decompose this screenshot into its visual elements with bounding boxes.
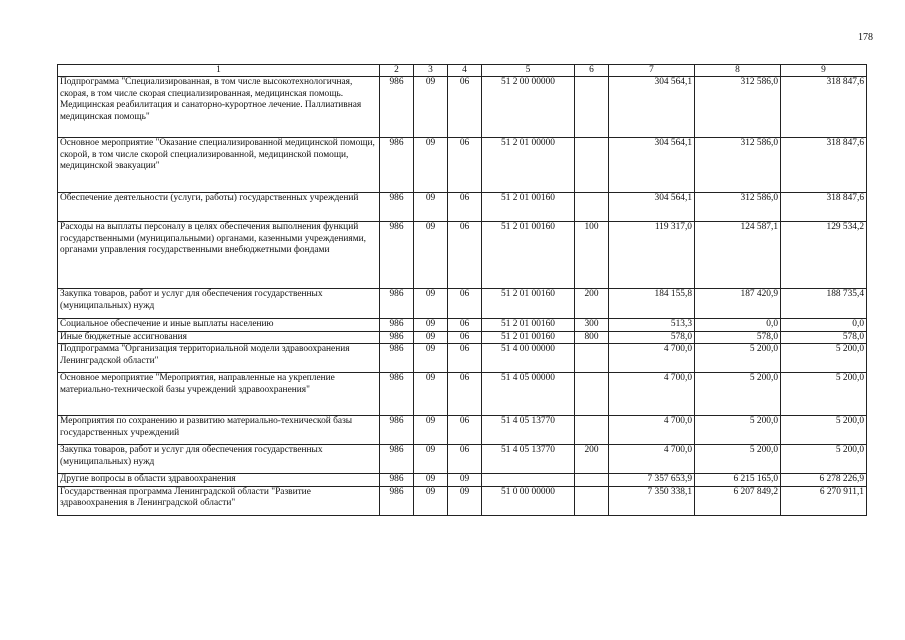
- cell-amount-col9: 129 534,2: [781, 222, 867, 289]
- column-header: 9: [781, 65, 867, 77]
- cell-target-article: 51 2 00 00000: [482, 77, 575, 138]
- cell-ministry: 986: [380, 193, 414, 222]
- cell-ministry: 986: [380, 77, 414, 138]
- column-header: 7: [609, 65, 695, 77]
- cell-ministry: 986: [380, 138, 414, 193]
- column-header: 3: [414, 65, 448, 77]
- table-row: [58, 222, 867, 289]
- cell-subsection: 06: [448, 222, 482, 289]
- cell-target-article: 51 2 01 00160: [482, 319, 575, 332]
- cell-expense-type: [575, 486, 609, 515]
- cell-expense-type: [575, 193, 609, 222]
- cell-ministry: 986: [380, 344, 414, 373]
- cell-subsection: 06: [448, 138, 482, 193]
- cell-ministry: 986: [380, 289, 414, 319]
- cell-amount-col9: 318 847,6: [781, 138, 867, 193]
- cell-target-article: 51 4 05 00000: [482, 373, 575, 416]
- cell-section: 09: [414, 138, 448, 193]
- cell-amount-col8: 5 200,0: [695, 445, 781, 474]
- cell-amount-col9: 5 200,0: [781, 416, 867, 445]
- row-name: Другие вопросы в области здравоохранения: [58, 474, 380, 487]
- page-number: 178: [858, 32, 873, 43]
- cell-expense-type: 200: [575, 445, 609, 474]
- row-name: Иные бюджетные ассигнования: [58, 331, 380, 344]
- cell-ministry: 986: [380, 486, 414, 515]
- cell-target-article: 51 4 00 00000: [482, 344, 575, 373]
- cell-amount-col9: 5 200,0: [781, 344, 867, 373]
- cell-target-article: 51 2 01 00000: [482, 138, 575, 193]
- cell-amount-col7: 119 317,0: [609, 222, 695, 289]
- cell-amount-col8: 187 420,9: [695, 289, 781, 319]
- row-name: Мероприятия по сохранению и развитию материально-технической базы государственных учреждений: [58, 416, 380, 445]
- cell-subsection: 09: [448, 474, 482, 487]
- row-name: Закупка товаров, работ и услуг для обеспечения государственных (муниципальных) нужд: [58, 289, 380, 319]
- row-name: Подпрограмма "Специализированная, в том числе высокотехнологичная, скорая, в том числе скорая специализированная, медицинская помощь. Медицинская реабилитация и санаторно-курортное лечение. Паллиативная медицинская помощь": [58, 77, 380, 138]
- cell-section: 09: [414, 416, 448, 445]
- cell-amount-col7: 4 700,0: [609, 373, 695, 416]
- cell-amount-col8: 124 587,1: [695, 222, 781, 289]
- cell-target-article: 51 4 05 13770: [482, 445, 575, 474]
- table-row: [58, 416, 867, 445]
- cell-expense-type: [575, 474, 609, 487]
- cell-amount-col7: 184 155,8: [609, 289, 695, 319]
- cell-subsection: 06: [448, 193, 482, 222]
- budget-table: [57, 64, 867, 516]
- cell-amount-col8: 312 586,0: [695, 77, 781, 138]
- cell-ministry: 986: [380, 222, 414, 289]
- cell-amount-col8: 6 215 165,0: [695, 474, 781, 487]
- table-row: [58, 331, 867, 344]
- cell-amount-col9: 318 847,6: [781, 77, 867, 138]
- cell-target-article: [482, 474, 575, 487]
- cell-subsection: 06: [448, 289, 482, 319]
- column-header: 4: [448, 65, 482, 77]
- cell-subsection: 06: [448, 373, 482, 416]
- table-row: [58, 486, 867, 515]
- cell-amount-col7: 4 700,0: [609, 445, 695, 474]
- cell-section: 09: [414, 445, 448, 474]
- cell-section: 09: [414, 474, 448, 487]
- cell-amount-col9: 188 735,4: [781, 289, 867, 319]
- column-header: 5: [482, 65, 575, 77]
- table-row: [58, 193, 867, 222]
- row-name: Социальное обеспечение и иные выплаты населению: [58, 319, 380, 332]
- cell-amount-col9: 5 200,0: [781, 373, 867, 416]
- table-row: [58, 445, 867, 474]
- table-row: [58, 474, 867, 487]
- row-name: Основное мероприятие "Мероприятия, направленные на укрепление материально-технической базы учреждений здравоохранения": [58, 373, 380, 416]
- cell-target-article: 51 2 01 00160: [482, 331, 575, 344]
- cell-ministry: 986: [380, 331, 414, 344]
- cell-amount-col7: 304 564,1: [609, 77, 695, 138]
- cell-section: 09: [414, 344, 448, 373]
- cell-subsection: 06: [448, 344, 482, 373]
- table-row: [58, 138, 867, 193]
- row-name: Основное мероприятие "Оказание специализированной медицинской помощи, скорой, в том числе скорой специализированной, медицинской помощи, медицинской эвакуации": [58, 138, 380, 193]
- row-name: Расходы на выплаты персоналу в целях обеспечения выполнения функций государственными (муниципальными) органами, казенными учреждениями, органами управления государственными внебюджетными фондами: [58, 222, 380, 289]
- cell-amount-col8: 0,0: [695, 319, 781, 332]
- cell-amount-col9: 318 847,6: [781, 193, 867, 222]
- cell-subsection: 06: [448, 319, 482, 332]
- table-row: [58, 373, 867, 416]
- cell-expense-type: 100: [575, 222, 609, 289]
- cell-expense-type: [575, 373, 609, 416]
- cell-amount-col8: 312 586,0: [695, 138, 781, 193]
- cell-subsection: 06: [448, 445, 482, 474]
- table-row: [58, 319, 867, 332]
- cell-ministry: 986: [380, 445, 414, 474]
- cell-amount-col7: 513,3: [609, 319, 695, 332]
- cell-target-article: 51 4 05 13770: [482, 416, 575, 445]
- table-row: [58, 289, 867, 319]
- cell-subsection: 06: [448, 331, 482, 344]
- column-header: 6: [575, 65, 609, 77]
- cell-section: 09: [414, 319, 448, 332]
- cell-target-article: 51 2 01 00160: [482, 289, 575, 319]
- cell-expense-type: 300: [575, 319, 609, 332]
- cell-section: 09: [414, 486, 448, 515]
- row-name: Государственная программа Ленинградской области "Развитие здравоохранения в Ленинградской области": [58, 486, 380, 515]
- cell-amount-col9: 0,0: [781, 319, 867, 332]
- cell-amount-col8: 312 586,0: [695, 193, 781, 222]
- cell-expense-type: 200: [575, 289, 609, 319]
- cell-amount-col8: 5 200,0: [695, 344, 781, 373]
- cell-amount-col7: 4 700,0: [609, 344, 695, 373]
- cell-amount-col9: 6 270 911,1: [781, 486, 867, 515]
- cell-amount-col7: 304 564,1: [609, 193, 695, 222]
- table-row: [58, 77, 867, 138]
- cell-section: 09: [414, 193, 448, 222]
- cell-ministry: 986: [380, 373, 414, 416]
- cell-expense-type: [575, 416, 609, 445]
- cell-expense-type: 800: [575, 331, 609, 344]
- cell-ministry: 986: [380, 474, 414, 487]
- cell-target-article: 51 2 01 00160: [482, 222, 575, 289]
- table-row: [58, 344, 867, 373]
- cell-subsection: 09: [448, 486, 482, 515]
- cell-ministry: 986: [380, 319, 414, 332]
- cell-section: 09: [414, 289, 448, 319]
- cell-section: 09: [414, 331, 448, 344]
- cell-section: 09: [414, 77, 448, 138]
- cell-subsection: 06: [448, 416, 482, 445]
- header-row: [58, 65, 867, 77]
- cell-target-article: 51 2 01 00160: [482, 193, 575, 222]
- row-name: Закупка товаров, работ и услуг для обеспечения государственных (муниципальных) нужд: [58, 445, 380, 474]
- cell-amount-col7: 7 357 653,9: [609, 474, 695, 487]
- cell-amount-col8: 6 207 849,2: [695, 486, 781, 515]
- cell-expense-type: [575, 344, 609, 373]
- cell-amount-col8: 5 200,0: [695, 373, 781, 416]
- cell-amount-col8: 5 200,0: [695, 416, 781, 445]
- cell-amount-col9: 578,0: [781, 331, 867, 344]
- cell-amount-col8: 578,0: [695, 331, 781, 344]
- column-header: 1: [58, 65, 380, 77]
- cell-ministry: 986: [380, 416, 414, 445]
- column-header: 2: [380, 65, 414, 77]
- cell-expense-type: [575, 138, 609, 193]
- row-name: Обеспечение деятельности (услуги, работы) государственных учреждений: [58, 193, 380, 222]
- column-header: 8: [695, 65, 781, 77]
- cell-expense-type: [575, 77, 609, 138]
- cell-subsection: 06: [448, 77, 482, 138]
- row-name: Подпрограмма "Организация территориальной модели здравоохранения Ленинградской области": [58, 344, 380, 373]
- cell-amount-col9: 5 200,0: [781, 445, 867, 474]
- cell-amount-col7: 7 350 338,1: [609, 486, 695, 515]
- cell-amount-col7: 578,0: [609, 331, 695, 344]
- cell-target-article: 51 0 00 00000: [482, 486, 575, 515]
- cell-section: 09: [414, 373, 448, 416]
- cell-section: 09: [414, 222, 448, 289]
- cell-amount-col7: 4 700,0: [609, 416, 695, 445]
- cell-amount-col7: 304 564,1: [609, 138, 695, 193]
- cell-amount-col9: 6 278 226,9: [781, 474, 867, 487]
